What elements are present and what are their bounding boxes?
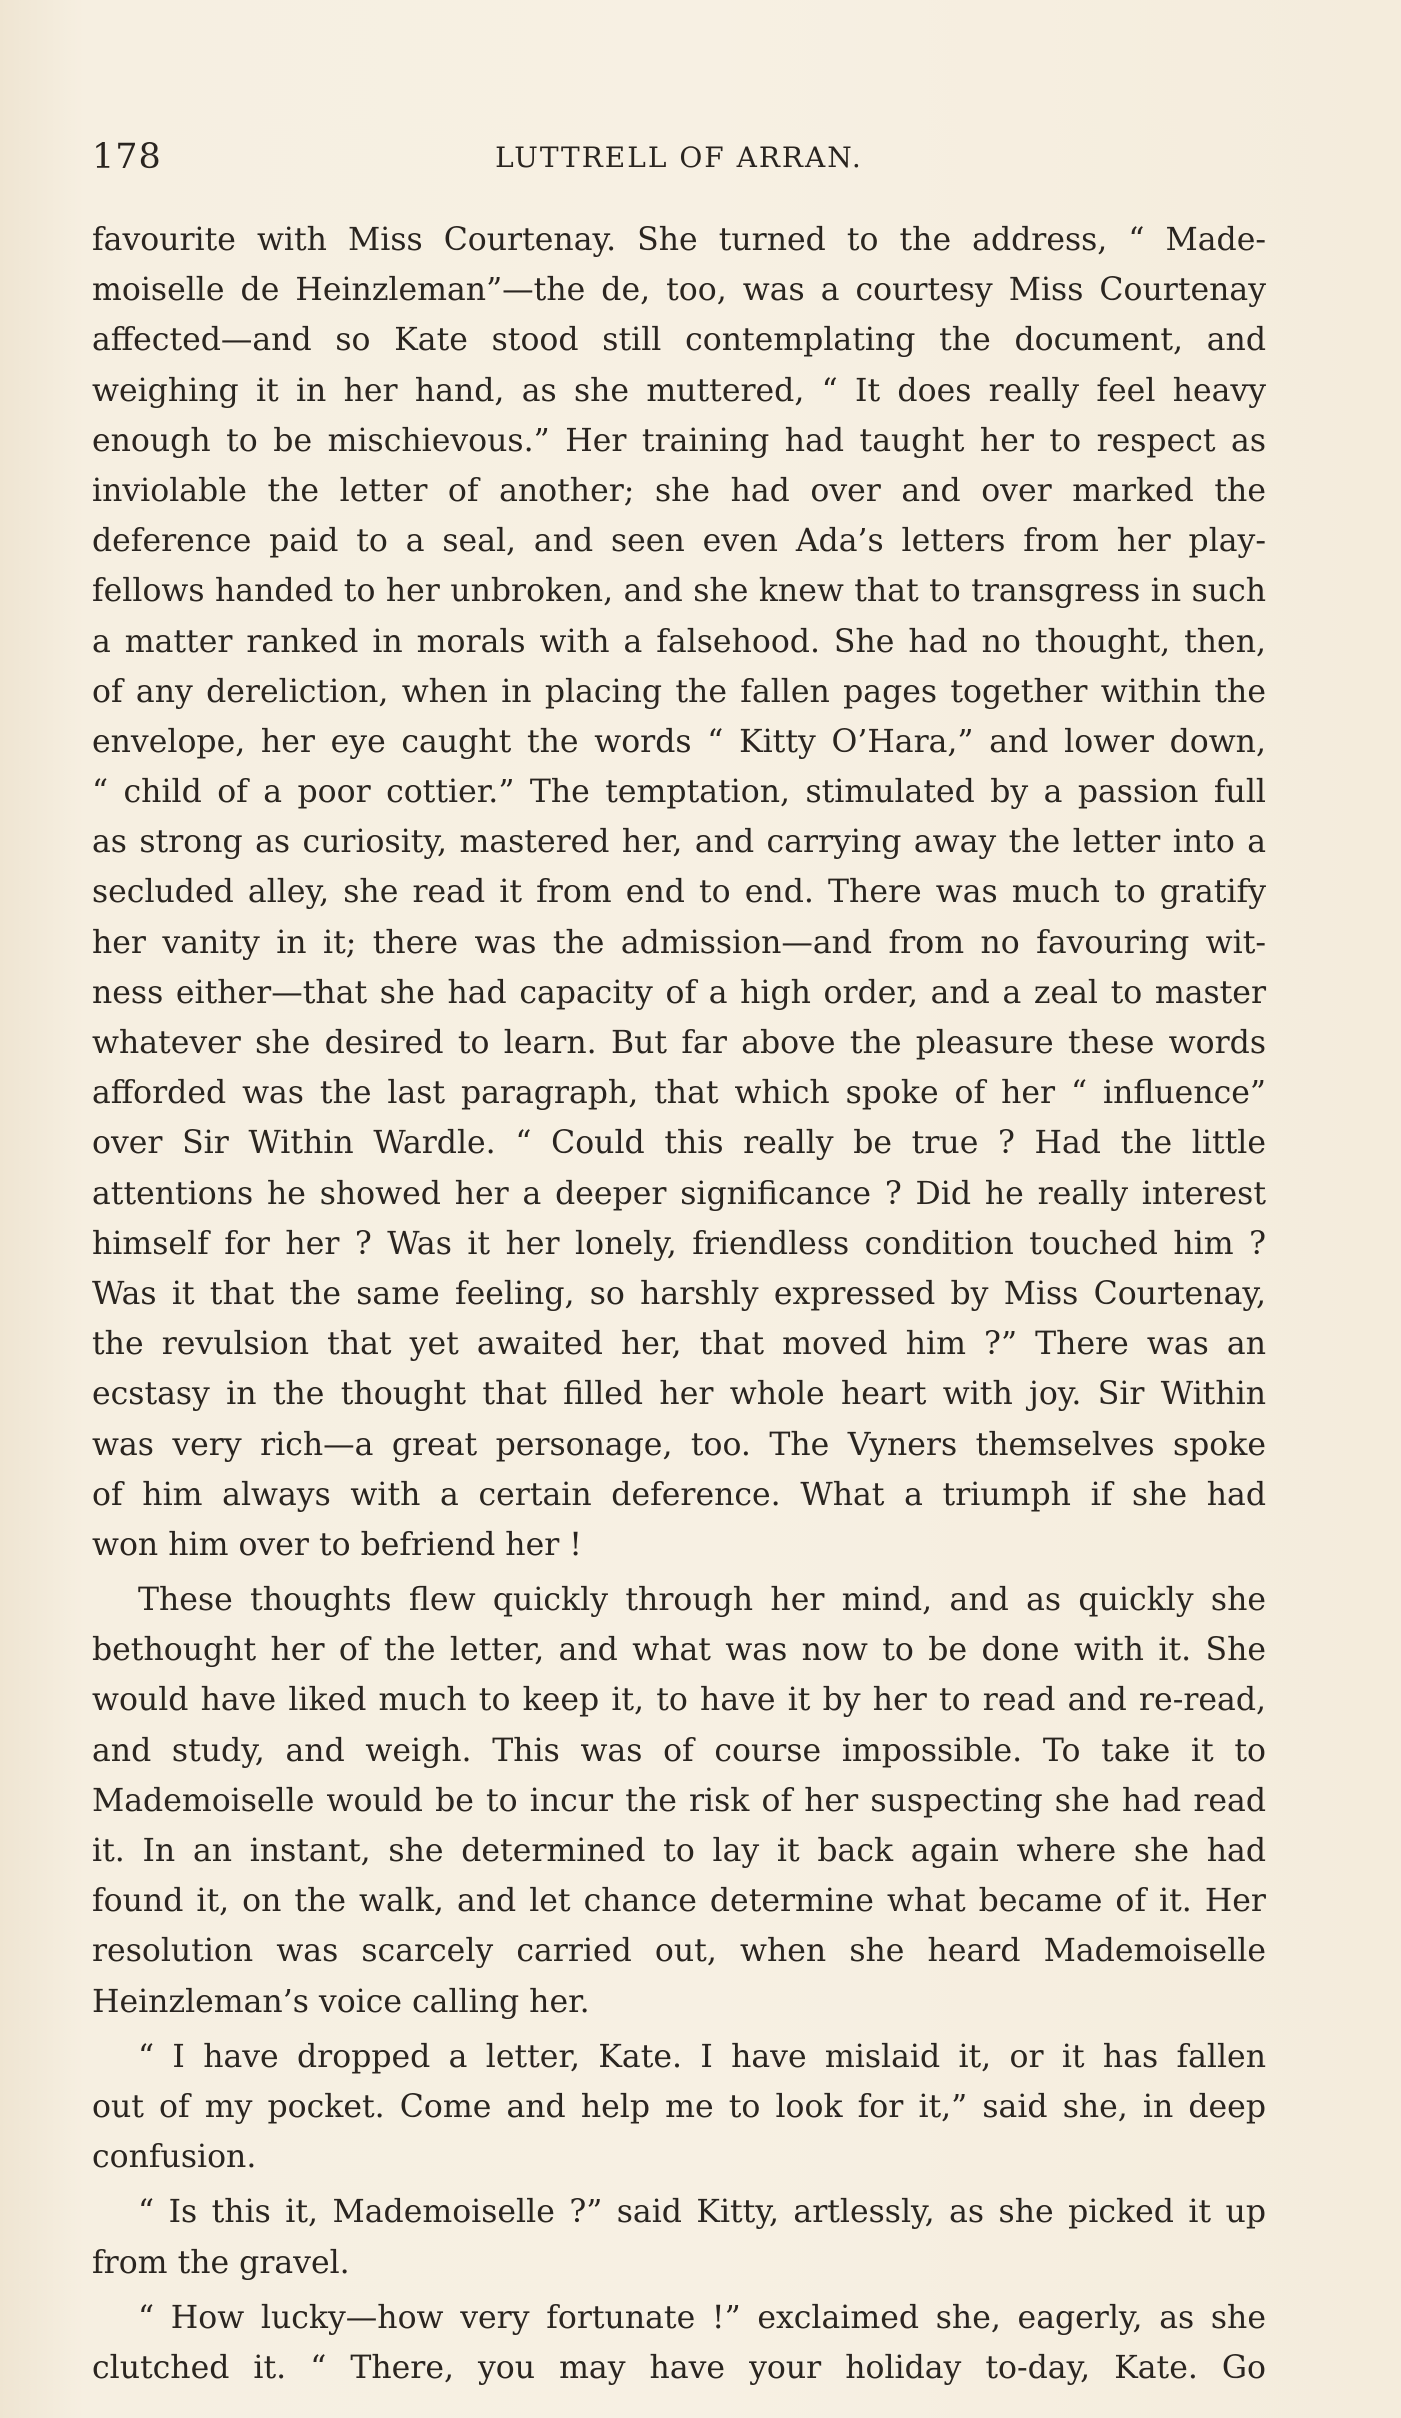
page-number: 178 xyxy=(92,137,162,177)
text-line: Mademoiselle would be to incur the risk of her suspecting she had read xyxy=(92,1782,1266,1819)
text-line: afforded was the last paragraph, that which spoke of her “ influence” xyxy=(92,1075,1266,1112)
text-line: was very rich—a great personage, too. The Vyners themselves spoke xyxy=(92,1426,1266,1463)
text-line: confusion. xyxy=(92,2139,257,2176)
text-line: envelope, her eye caught the words “ Kitty O’Hara,” and lower down, xyxy=(92,723,1266,760)
text-line: as strong as curiosity, mastered her, and carrying away the letter into a xyxy=(92,824,1266,861)
text-line: enough to be mischievous.” Her training had taught her to respect as xyxy=(92,422,1266,459)
text-line: found it, on the walk, and let chance determine what became of it. Her xyxy=(92,1883,1266,1920)
text-line: favourite with Miss Courtenay. She turned to the address, “ Made- xyxy=(92,222,1266,258)
text-line: “ How lucky—how very fortunate !” exclaimed she, eagerly, as she xyxy=(138,2299,1266,2336)
text-line: of any dereliction, when in placing the fallen pages together within the xyxy=(92,673,1266,710)
text-line: it. In an instant, she determined to lay it back again where she had xyxy=(92,1833,1266,1869)
paragraph xyxy=(92,1575,1266,2027)
text-line: ecstasy in the thought that filled her whole heart with joy. Sir Within xyxy=(92,1376,1266,1413)
text-line: attentions he showed her a deeper significance ? Did he really interest xyxy=(92,1175,1266,1212)
text-line: deference paid to a seal, and seen even Ada’s letters from her play- xyxy=(92,523,1266,560)
text-line: ness either—that she had capacity of a high order, and a zeal to master xyxy=(92,974,1266,1011)
running-title: LUTTRELL OF ARRAN. xyxy=(495,141,863,174)
text-line: Was it that the same feeling, so harshly expressed by Miss Courtenay, xyxy=(92,1275,1266,1312)
text-line: of him always with a certain deference. What a triumph if she had xyxy=(92,1476,1266,1513)
paragraph xyxy=(92,2293,1266,2393)
text-line: her vanity in it; there was the admission—and from no favouring wit- xyxy=(92,924,1266,961)
text-line: a matter ranked in morals with a falsehood. She had no thought, then, xyxy=(92,623,1266,660)
text-line: won him over to befriend her ! xyxy=(92,1526,582,1563)
body-text xyxy=(92,215,1266,2393)
text-line: over Sir Within Wardle. “ Could this really be true ? Had the little xyxy=(92,1125,1266,1162)
text-line: “ Is this it, Mademoiselle ?” said Kitty, artlessly, as she picked it up xyxy=(138,2194,1266,2231)
text-line: out of my pocket. Come and help me to look for it,” said she, in deep xyxy=(92,2088,1266,2125)
text-line: weighing it in her hand, as she muttered, “ It does really feel heavy xyxy=(92,372,1266,409)
text-line: inviolable the letter of another; she had over and over marked the xyxy=(92,472,1266,509)
text-line: affected—and so Kate stood still contemplating the document, and xyxy=(92,322,1266,359)
text-line: Heinzleman’s voice calling her. xyxy=(92,1983,590,2020)
text-line: the revulsion that yet awaited her, that moved him ?” There was an xyxy=(92,1326,1266,1363)
paragraph xyxy=(92,2187,1266,2287)
text-line: whatever she desired to learn. But far above the pleasure these words xyxy=(92,1025,1266,1061)
text-line: and study, and weigh. This was of course impossible. To take it to xyxy=(92,1732,1266,1769)
page-header xyxy=(92,137,1266,187)
text-line: secluded alley, she read it from end to end. There was much to gratify xyxy=(92,874,1266,911)
paragraph xyxy=(92,215,1266,1570)
text-line: moiselle de Heinzleman”—the de, too, was a courtesy Miss Courtenay xyxy=(92,272,1266,309)
text-line: clutched it. “ There, you may have your holiday to-day, Kate. Go xyxy=(92,2349,1266,2386)
text-line: would have liked much to keep it, to have it by her to read and re-read, xyxy=(92,1682,1266,1719)
paragraph xyxy=(92,2032,1266,2183)
text-line: “ child of a poor cottier.” The temptation, stimulated by a passion full xyxy=(92,774,1266,811)
text-line: “ I have dropped a letter, Kate. I have mislaid it, or it has fallen xyxy=(138,2038,1266,2075)
text-line: resolution was scarcely carried out, when she heard Mademoiselle xyxy=(92,1933,1266,1970)
text-line: himself for her ? Was it her lonely, friendless condition touched him ? xyxy=(92,1225,1266,1262)
text-line: fellows handed to her unbroken, and she knew that to transgress in such xyxy=(92,573,1266,610)
text-line: bethought her of the letter, and what was now to be done with it. She xyxy=(92,1632,1266,1669)
text-line: These thoughts flew quickly through her mind, and as quickly she xyxy=(138,1582,1266,1619)
text-line: from the gravel. xyxy=(92,2244,350,2281)
